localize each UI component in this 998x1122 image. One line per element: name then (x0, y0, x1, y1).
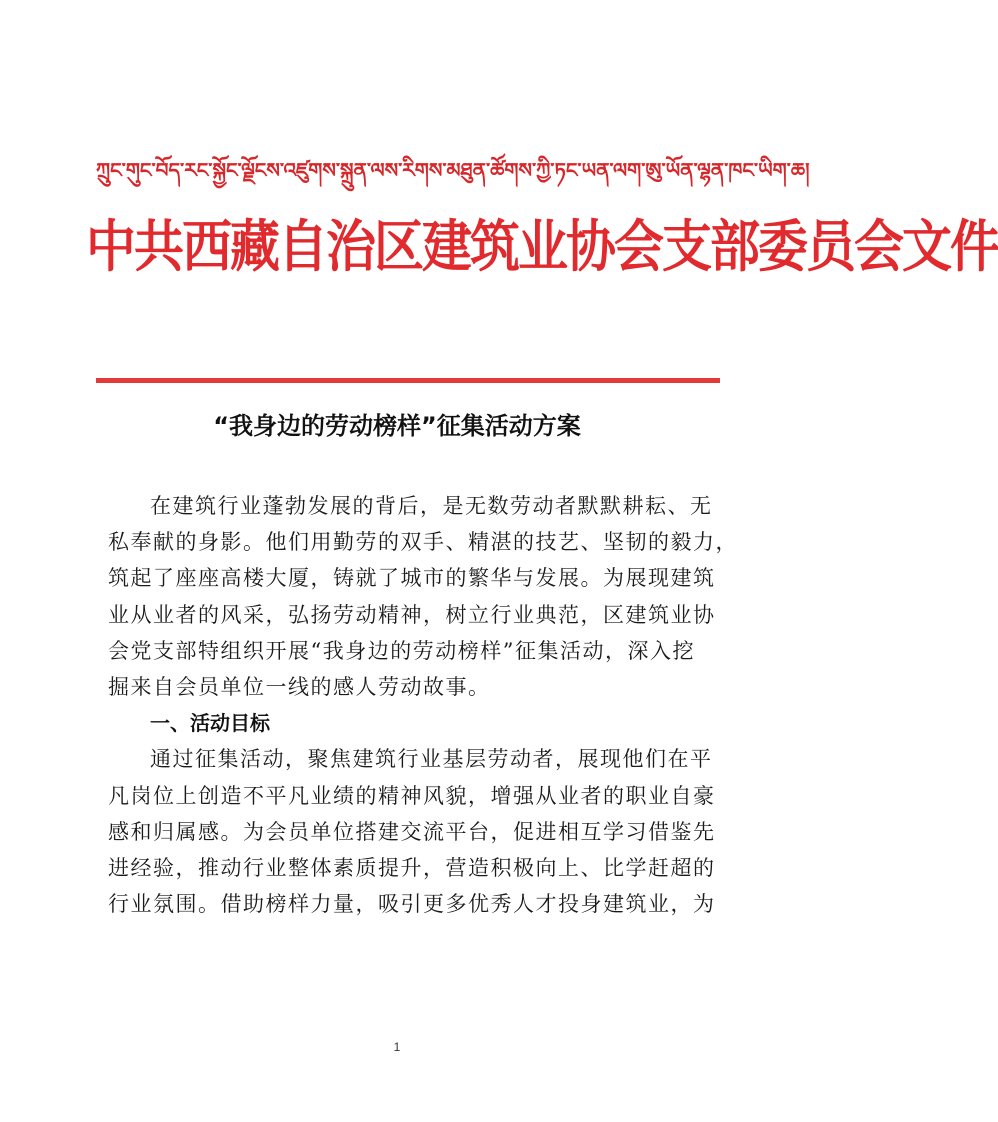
red-divider-rule (96, 378, 720, 383)
paragraph1-line: 会党支部特组织开展“我身边的劳动榜样”征集活动，深入挖 (108, 638, 695, 663)
paragraph1-line: 私奉献的身影。他们用勤劳的双手、精湛的技艺、坚韧的毅力， (108, 530, 738, 555)
paragraph1-line: 在建筑行业蓬勃发展的背后，是无数劳动者默默耕耘、无 (150, 494, 713, 518)
section-heading-goals: 一、活动目标 (150, 711, 270, 736)
document-body (108, 488, 738, 922)
paragraph2-line: 行业氛围。借助榜样力量，吸引更多优秀人才投身建筑业，为 (108, 892, 716, 917)
tibetan-header-title: ཀྲུང་གུང་བོད་རང་སྐྱོང་ལྗོངས་འཛུགས་སྐྲུན་ལས་རིགས་མཐུན་ཚོགས་ཀྱི་ཏང་ཡན་ལག་ཨུ་ཡོན་ལྷན་ཁང་ཡིག་ཆ། (96, 158, 810, 182)
paragraph1-line: 业从业者的风采，弘扬劳动精神，树立行业典范，区建筑业协 (108, 602, 716, 627)
page-number: 1 (393, 1040, 401, 1054)
paragraph2-line: 通过征集活动，聚焦建筑行业基层劳动者，展现他们在平 (150, 747, 713, 772)
paragraph2-line: 凡岗位上创造不平凡业绩的精神风貌，增强从业者的职业自豪 (108, 783, 716, 808)
paragraph1-line: 掘来自会员单位一线的感人劳动故事。 (108, 674, 491, 699)
chinese-header-title: 中共西藏自治区建筑业协会支部委员会文件 (86, 213, 998, 280)
paragraph1-line: 筑起了座座高楼大厦，铸就了城市的繁华与发展。为展现建筑 (108, 566, 716, 591)
paragraph2-line: 感和归属感。为会员单位搭建交流平台，促进相互学习借鉴先 (108, 819, 716, 844)
document-title: “我身边的劳动榜样”征集活动方案 (213, 412, 581, 440)
paragraph2-line: 进经验，推动行业整体素质提升，营造积极向上、比学赶超的 (108, 855, 716, 880)
